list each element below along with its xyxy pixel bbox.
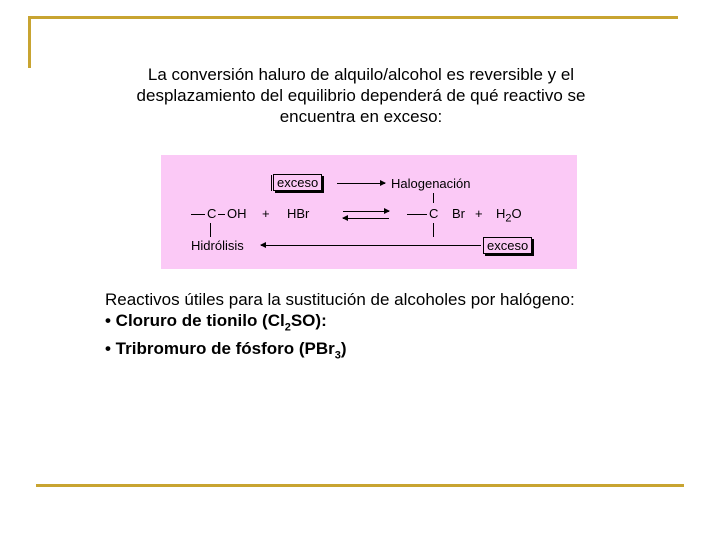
reagent-1-text: • Cloruro de tionilo (Cl [105, 311, 285, 330]
intro-text [100, 64, 622, 127]
reagent-1-text-end: SO): [290, 311, 327, 330]
equilibrium-forward-arrow [343, 211, 389, 212]
reagent-2-text: • Tribromuro de fósforo (PBr [105, 339, 335, 359]
reagent-2-subscript: 3 [334, 349, 341, 362]
product-lower-bond [433, 223, 434, 237]
intro-line-1: La conversión haluro de alquilo/alcohol es reversible y el [147, 65, 575, 84]
water-o: O [511, 206, 522, 221]
reagents-section [105, 289, 665, 367]
hydrolysis-label: Hidrólisis [191, 238, 244, 253]
plus-sign-2: + [475, 206, 483, 221]
reagent-thionyl-chloride [105, 310, 665, 338]
reaction-scheme [161, 155, 577, 269]
top-rule [28, 16, 678, 19]
reagent-phosphorus-tribromide [105, 338, 665, 366]
reagent-1-subscript: 2 [284, 321, 291, 334]
water-h: H [496, 206, 506, 221]
water-molecule [496, 206, 522, 225]
halogenation-arrow [337, 183, 385, 184]
excess-top-tick [271, 175, 272, 191]
excess-top-box: exceso [273, 174, 322, 191]
hbr-reagent: HBr [287, 206, 310, 221]
left-rule [28, 16, 31, 68]
product-bond [407, 214, 427, 215]
halogenation-tick [433, 193, 434, 203]
intro-line-2: desplazamiento del equilibrio dependerá de qué reactivo se [136, 86, 586, 105]
equilibrium-reverse-arrow [343, 218, 389, 219]
reactant-carbon: C [207, 206, 217, 221]
reagent-2-text-end: ) [340, 339, 347, 359]
reagents-intro: Reactivos útiles para la sustitución de alcoholes por halógeno: [105, 290, 575, 309]
halogenation-label: Halogenación [391, 176, 471, 191]
bottom-rule [36, 484, 684, 487]
reactant-hydroxyl: OH [227, 206, 247, 221]
plus-sign-1: + [262, 206, 270, 221]
reactant-bond [191, 214, 205, 215]
intro-line-3: encuentra en exceso: [279, 107, 443, 126]
hydrolysis-arrow [261, 245, 481, 246]
reactant-lower-bond [210, 223, 211, 237]
c-oh-bond [218, 214, 225, 215]
product-bromine: Br [452, 206, 465, 221]
product-carbon: C [429, 206, 439, 221]
excess-bottom-box: exceso [483, 237, 532, 254]
water-subscript: 2 [505, 212, 512, 225]
